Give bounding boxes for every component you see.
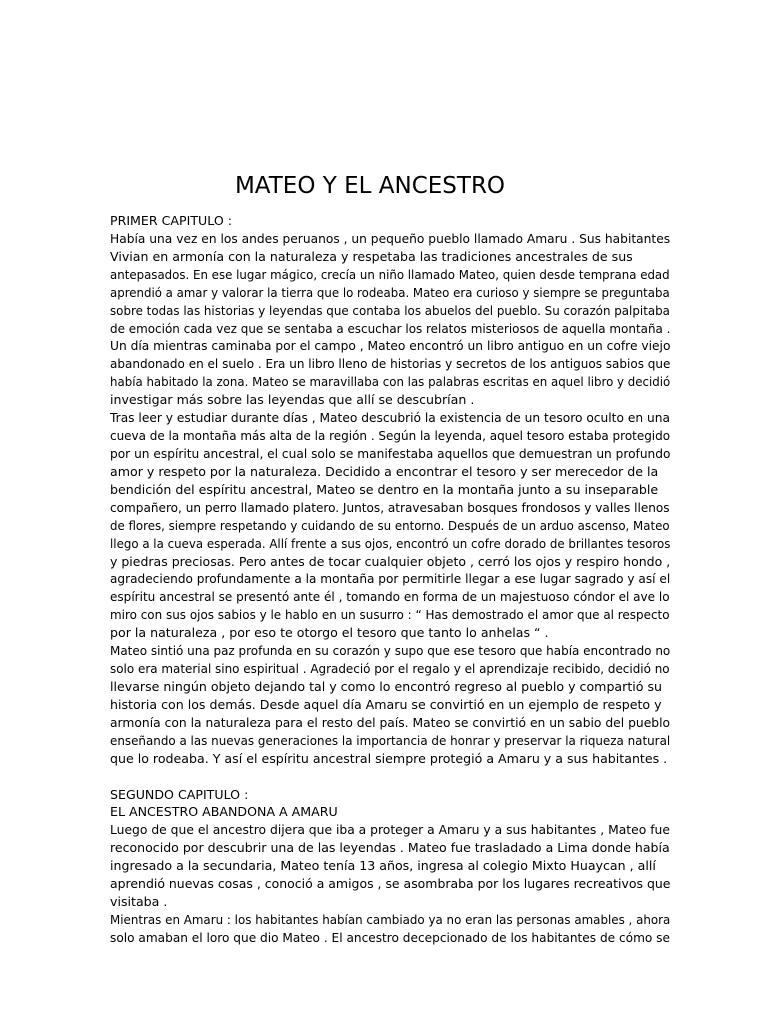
text-line: solo era material sino espiritual . Agradeció por el regalo y el aprendizaje recibido, decidió no [110, 661, 670, 677]
text-line: SEGUNDO CAPITULO : [110, 786, 249, 802]
text-line: por un espíritu ancestral, el cual solo se manifestaba aquellos que demuestran un profundo [110, 445, 671, 461]
text-line: reconocido por descubrir una de las leyendas . Mateo fue trasladado a Lima donde había [110, 840, 670, 856]
text-line: Tras leer y estudiar durante días , Mateo descubrió la existencia de un tesoro oculto en una [110, 410, 670, 426]
text-line: solo amaban el loro que dio Mateo . El ancestro decepcionado de los habitantes de cómo se [110, 929, 670, 945]
text-line: cueva de la montaña más alta de la región . Según la leyenda, aquel tesoro estaba protegido [110, 428, 671, 444]
text-line: investigar más sobre las leyendas que allí se descubrían . [110, 392, 475, 408]
text-line: Luego de que el ancestro dijera que iba a proteger a Amaru y a sus habitantes , Mateo fue [110, 822, 670, 838]
document-title: MATEO Y EL ANCESTRO [234, 173, 506, 199]
text-line: bendición del espíritu ancestral, Mateo se dentro en la montaña junto a su inseparable [110, 481, 659, 497]
text-line: antepasados. En ese lugar mágico, crecía un niño llamado Mateo, quien desde temprana edad [110, 266, 670, 282]
text-line: de flores, siempre respetando y cuidando de su entorno. Después de un arduo ascenso, Mateo [110, 517, 670, 533]
text-line: EL ANCESTRO ABANDONA A AMARU [110, 804, 338, 820]
text-line: compañero, un perro llamado platero. Juntos, atravesaban bosques frondosos y valles llenos [110, 499, 670, 515]
text-line: historia con los demás. Desde aquel día Amaru se convirtió en un ejemplo de respeto y [110, 696, 662, 712]
text-line: Mientras en Amaru : los habitantes habían cambiado ya no eran las personas amables , ahora [110, 911, 671, 927]
text-line: armonía con la naturaleza para el resto del país. Mateo se convirtió en un sabio del pueblo [110, 714, 671, 730]
text-line: Mateo sintió una paz profunda en su corazón y supo que ese tesoro que había encontrado no [110, 643, 671, 659]
text-line: agradeciendo profundamente a la montaña por permitirle llegar a ese lugar sagrado y así el [110, 571, 671, 587]
text-line: llevarse ningún objeto dejando tal y como lo encontró regreso al pueblo y compartió su [110, 678, 663, 694]
text-line: llego a la cueva esperada. Allí frente a sus ojos, encontró un cofre dorado de brillantes tesoros [110, 535, 671, 551]
text-line: PRIMER CAPITULO : [110, 213, 232, 228]
text-line: enseñando a las nuevas generaciones la importancia de honrar y preservar la riqueza natural [110, 732, 671, 748]
text-line: Había una vez en los andes peruanos , un pequeño pueblo llamado Amaru . Sus habitantes [110, 230, 671, 246]
text-line: sobre todas las historias y leyendas que contaba los abuelos del pueblo. Su corazón palpitaba [110, 302, 670, 318]
text-line: había habitado la zona. Mateo se maravillaba con las palabras escritas en aquel libro y decidió [110, 374, 671, 390]
text-line: aprendió nuevas cosas , conoció a amigos , se asombraba por los lugares recreativos que [110, 876, 671, 892]
text-line: amor y respeto por la naturaleza. Decidido a encontrar el tesoro y ser merecedor de la [110, 463, 659, 479]
text-line: visitaba . [110, 894, 168, 910]
text-line: que lo rodeaba. Y así el espíritu ancestral siempre protegió a Amaru y a sus habitantes . [110, 750, 668, 766]
text-line: Un día mientras caminaba por el campo , Mateo encontró un libro antiguo en un cofre viejo [110, 338, 671, 354]
text-line: ingresado a la secundaria, Mateo tenía 13 años, ingresa al colegio Mixto Huaycan , allí [110, 858, 656, 874]
document-body [110, 212, 670, 947]
text-line: abandonado en el suelo . Era un libro lleno de historias y secretos de los antiguos sabios que [110, 356, 671, 372]
text-line: y piedras preciosas. Pero antes de tocar cualquier objeto , cerró los ojos y respiro hondo , [110, 553, 671, 569]
text-line: aprendió a amar y valorar la tierra que lo rodeaba. Mateo era curioso y siempre se preguntaba [110, 284, 670, 300]
text-line: miro con sus ojos sabios y le hablo en un susurro : “ Has demostrado el amor que al respecto [110, 607, 670, 623]
text-line: Vivian en armonía con la naturaleza y respetaba las tradiciones ancestrales de sus [110, 248, 633, 264]
text-line: de emoción cada vez que se sentaba a escuchar los relatos misteriosos de aquella montaña . [110, 320, 671, 336]
blank-line [110, 768, 670, 786]
text-line: por la naturaleza , por eso te otorgo el tesoro que tanto lo anhelas “ . [110, 625, 549, 641]
text-line: espíritu ancestral se presentó ante él , tomando en forma de un majestuoso cóndor el ave lo [110, 589, 670, 605]
